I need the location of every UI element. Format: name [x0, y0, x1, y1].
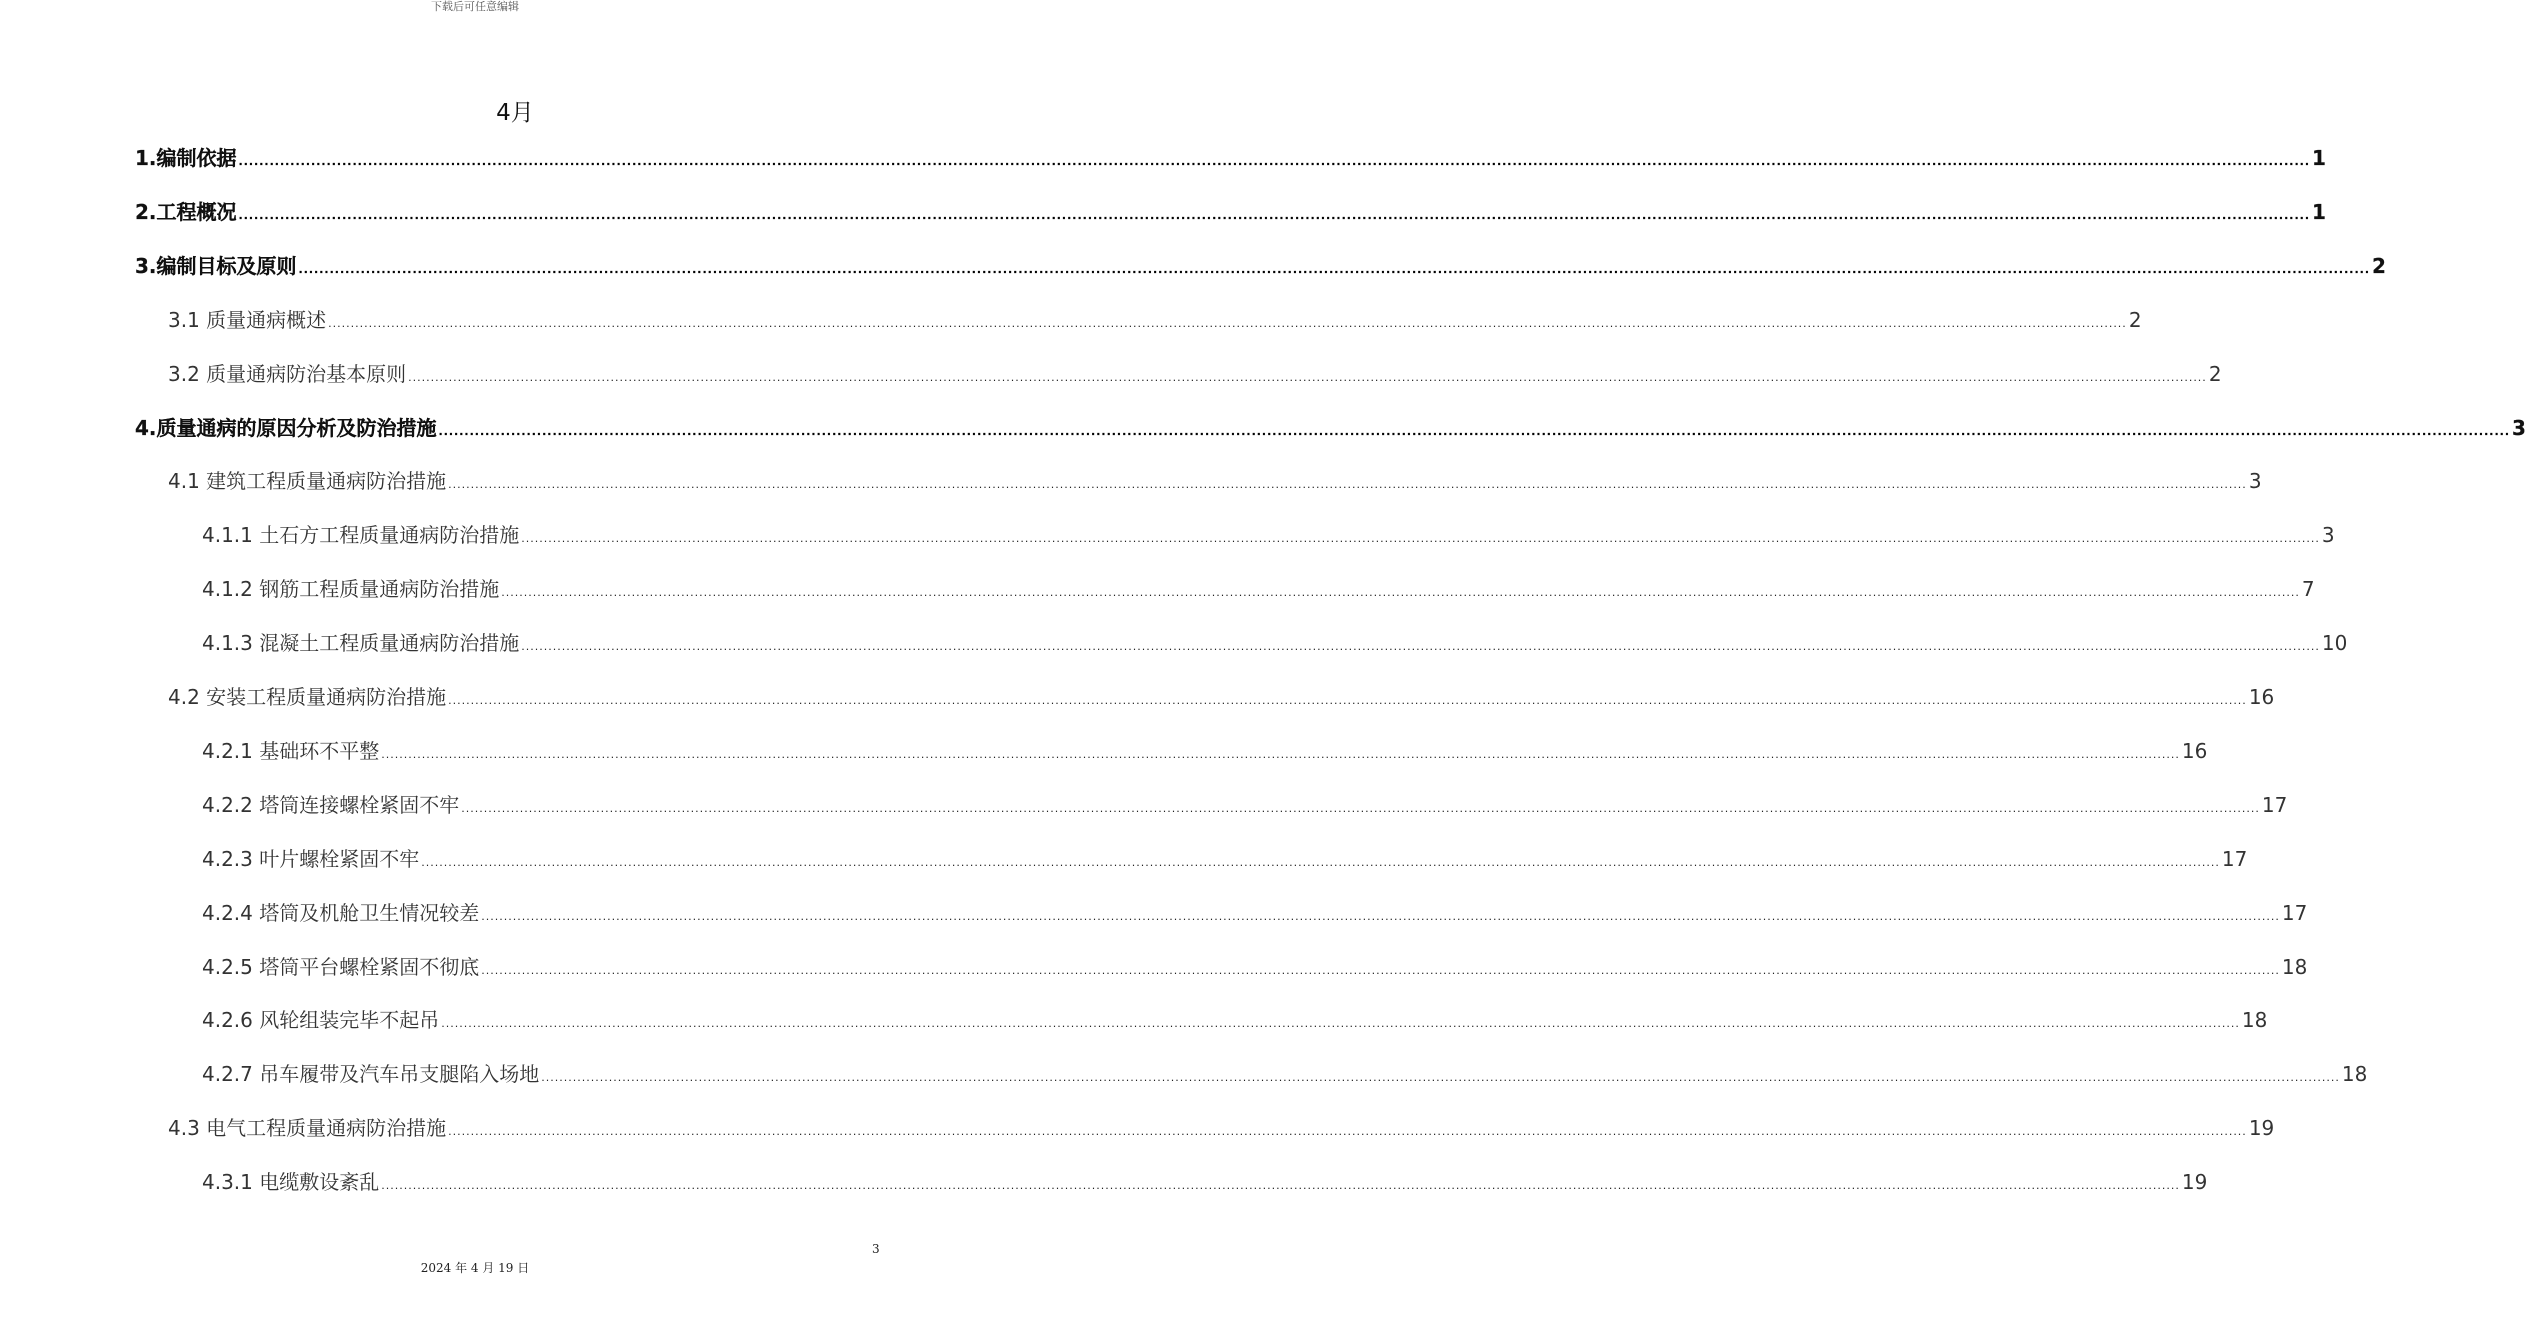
toc-entry-title: 4.质量通病的原因分析及防治措施 [135, 416, 437, 440]
toc-dot-leader: ................................................................................................................................................................................................................................................................................................................................................................................................................ [441, 1017, 2240, 1030]
toc-entry-title: 4.2.6 风轮组装完毕不起吊 [202, 1008, 440, 1032]
page-number: 3 [872, 1242, 880, 1256]
toc-entry-page: 3 [2512, 416, 2526, 440]
toc-entry[interactable] [202, 949, 2308, 985]
toc-dot-leader: ................................................................................................................................................................................................................................................................................................................................................................................................................ [381, 1179, 2180, 1192]
toc-entry-page: 16 [2248, 685, 2275, 709]
toc-entry-page: 19 [2248, 1116, 2275, 1140]
toc-entry[interactable] [202, 1164, 2208, 1200]
toc-entry[interactable] [202, 733, 2208, 769]
toc-dot-leader: ................................................................................................................................................................................................................................................................................................................................................................................................................ [238, 209, 2310, 222]
toc-dot-leader: ................................................................................................................................................................................................................................................................................................................................................................................................................ [448, 1125, 2247, 1138]
toc-entry-page: 17 [2281, 901, 2308, 925]
toc-dot-leader: ................................................................................................................................................................................................................................................................................................................................................................................................................ [238, 155, 2310, 168]
toc-dot-leader: ................................................................................................................................................................................................................................................................................................................................................................................................................ [438, 425, 2510, 438]
toc-entry[interactable] [168, 679, 2275, 715]
toc-entry-title: 4.2.7 吊车履带及汽车吊支腿陷入场地 [202, 1062, 540, 1086]
footer-date: 2024 年 4 月 19 日 [420, 1261, 530, 1275]
toc-dot-leader: ................................................................................................................................................................................................................................................................................................................................................................................................................ [501, 586, 2300, 599]
toc-entry-title: 2.工程概况 [135, 200, 237, 224]
toc-entry-title: 3.2 质量通病防治基本原则 [168, 362, 407, 386]
toc-entry-page: 19 [2181, 1170, 2208, 1194]
toc-entry[interactable] [202, 1056, 2368, 1092]
toc-entry-title: 4.2.5 塔筒平台螺栓紧固不彻底 [202, 955, 480, 979]
toc-entry[interactable] [168, 1110, 2275, 1146]
document-title: 4月 [496, 100, 534, 126]
toc-entry[interactable] [135, 248, 2386, 284]
toc-entry[interactable] [168, 356, 2222, 392]
toc-entry-title: 4.1 建筑工程质量通病防治措施 [168, 469, 447, 493]
toc-dot-leader: ................................................................................................................................................................................................................................................................................................................................................................................................................ [481, 964, 2280, 977]
toc-entry-page: 1 [2312, 146, 2326, 170]
toc-entry-title: 4.1.1 土石方工程质量通病防治措施 [202, 523, 520, 547]
toc-dot-leader: ................................................................................................................................................................................................................................................................................................................................................................................................................ [328, 317, 2127, 330]
toc-entry[interactable] [135, 194, 2326, 230]
toc-entry-page: 17 [2261, 793, 2288, 817]
toc-entry-title: 3.1 质量通病概述 [168, 308, 327, 332]
toc-dot-leader: ................................................................................................................................................................................................................................................................................................................................................................................................................ [381, 748, 2180, 761]
toc-entry-page: 2 [2372, 254, 2386, 278]
toc-entry-page: 7 [2301, 577, 2315, 601]
toc-dot-leader: ................................................................................................................................................................................................................................................................................................................................................................................................................ [541, 1071, 2340, 1084]
toc-entry[interactable] [202, 625, 2348, 661]
toc-entry-title: 4.2.1 基础环不平整 [202, 739, 380, 763]
toc-entry-page: 17 [2221, 847, 2248, 871]
toc-dot-leader: ................................................................................................................................................................................................................................................................................................................................................................................................................ [521, 532, 2320, 545]
toc-entry[interactable] [202, 1002, 2268, 1038]
toc-entry[interactable] [135, 140, 2326, 176]
toc-entry-page: 10 [2321, 631, 2348, 655]
toc-dot-leader: ................................................................................................................................................................................................................................................................................................................................................................................................................ [421, 856, 2220, 869]
toc-dot-leader: ................................................................................................................................................................................................................................................................................................................................................................................................................ [408, 371, 2207, 384]
toc-entry[interactable] [202, 571, 2315, 607]
toc-entry-title: 4.2.2 塔筒连接螺栓紧固不牢 [202, 793, 460, 817]
toc-entry[interactable] [168, 302, 2142, 338]
toc-entry-title: 4.2.4 塔筒及机舱卫生情况较差 [202, 901, 480, 925]
toc-entry-page: 3 [2321, 523, 2335, 547]
toc-entry-title: 4.3.1 电缆敷设紊乱 [202, 1170, 380, 1194]
toc-entry[interactable] [202, 895, 2308, 931]
toc-dot-leader: ................................................................................................................................................................................................................................................................................................................................................................................................................ [448, 694, 2247, 707]
toc-dot-leader: ................................................................................................................................................................................................................................................................................................................................................................................................................ [481, 910, 2280, 923]
toc-entry-page: 2 [2208, 362, 2222, 386]
toc-entry-page: 18 [2281, 955, 2308, 979]
toc-entry-title: 4.3 电气工程质量通病防治措施 [168, 1116, 447, 1140]
toc-entry-title: 4.2 安装工程质量通病防治措施 [168, 685, 447, 709]
toc-dot-leader: ................................................................................................................................................................................................................................................................................................................................................................................................................ [298, 263, 2370, 276]
toc-dot-leader: ................................................................................................................................................................................................................................................................................................................................................................................................................ [461, 802, 2260, 815]
toc-entry-title: 3.编制目标及原则 [135, 254, 297, 278]
toc-entry-page: 18 [2341, 1062, 2368, 1086]
toc-entry-title: 4.1.2 钢筋工程质量通病防治措施 [202, 577, 500, 601]
header-note: 下载后可任意编辑 [431, 0, 519, 13]
toc-entry-page: 1 [2312, 200, 2326, 224]
toc-entry-page: 3 [2248, 469, 2262, 493]
toc-entry-page: 18 [2241, 1008, 2268, 1032]
toc-entry-title: 4.1.3 混凝土工程质量通病防治措施 [202, 631, 520, 655]
toc-dot-leader: ................................................................................................................................................................................................................................................................................................................................................................................................................ [448, 478, 2247, 491]
toc-entry-title: 1.编制依据 [135, 146, 237, 170]
toc-entry[interactable] [202, 517, 2335, 553]
toc-entry[interactable] [168, 463, 2262, 499]
toc-entry[interactable] [135, 410, 2526, 446]
toc-entry-title: 4.2.3 叶片螺栓紧固不牢 [202, 847, 420, 871]
toc-entry-page: 16 [2181, 739, 2208, 763]
toc-dot-leader: ................................................................................................................................................................................................................................................................................................................................................................................................................ [521, 640, 2320, 653]
toc-entry[interactable] [202, 841, 2248, 877]
toc-entry-page: 2 [2128, 308, 2142, 332]
toc-entry[interactable] [202, 787, 2288, 823]
